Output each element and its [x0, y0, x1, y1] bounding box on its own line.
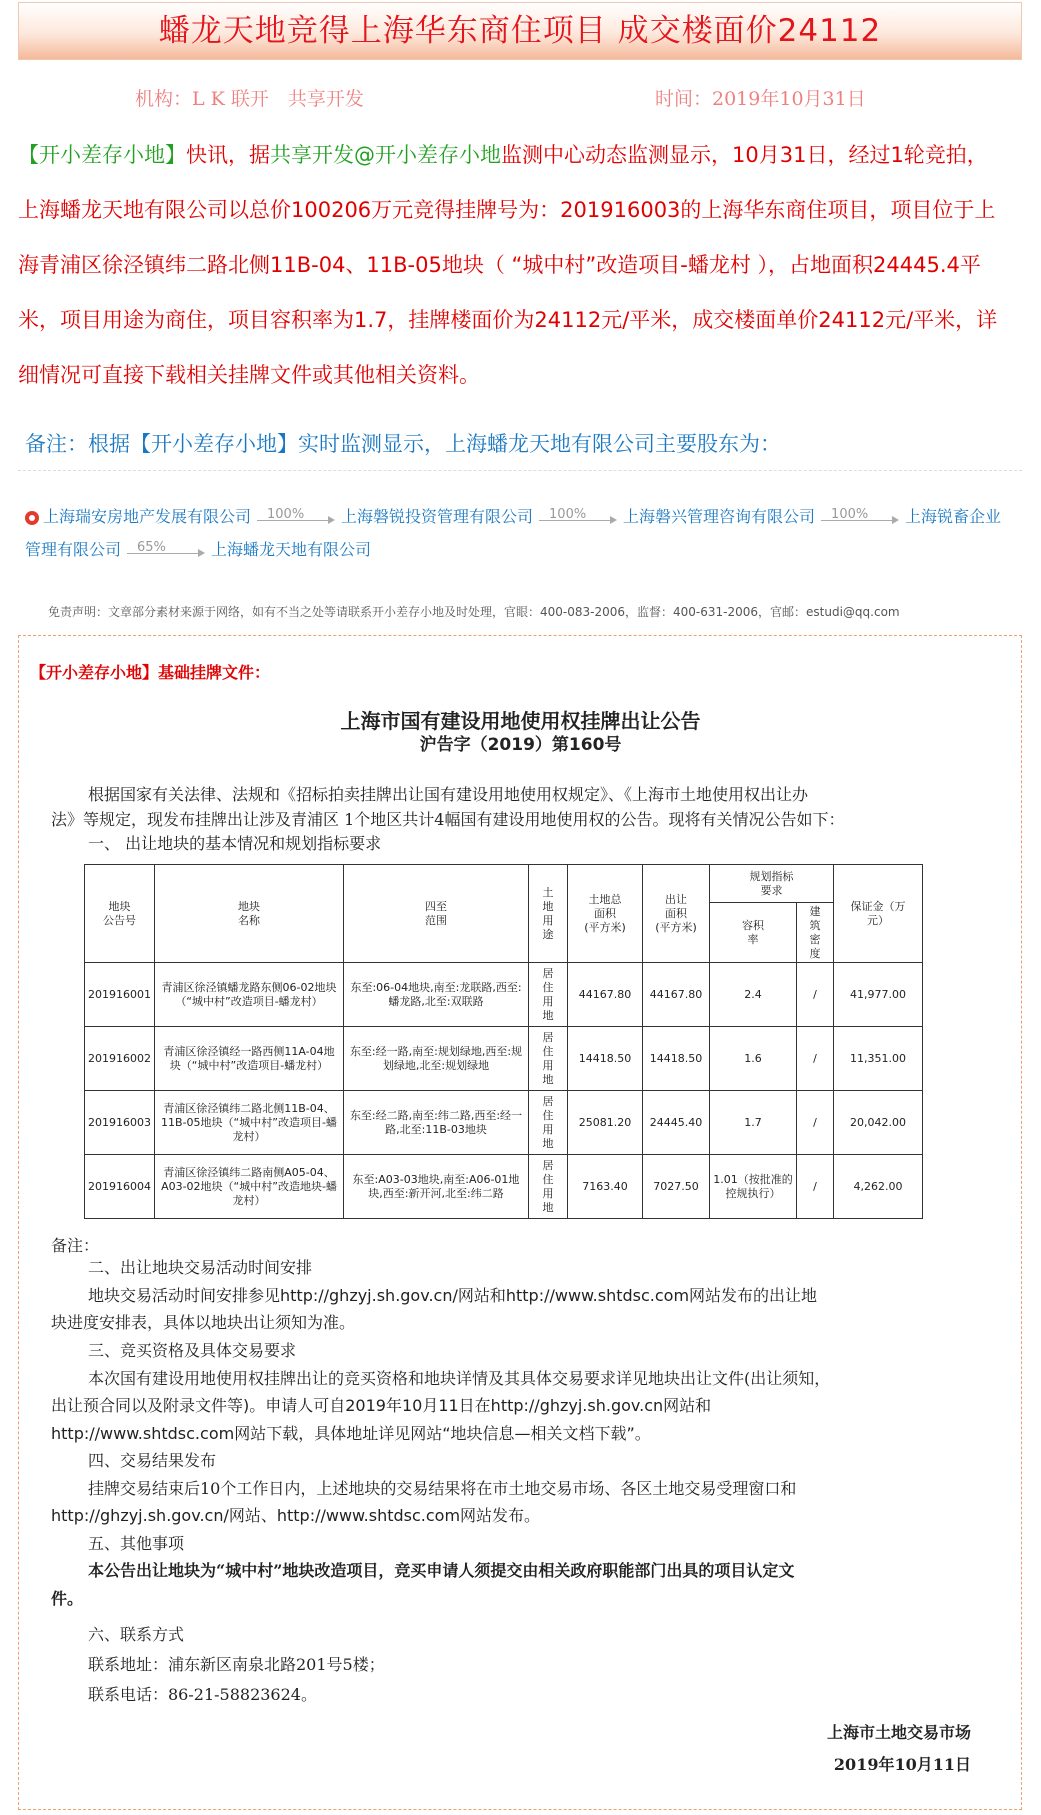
company-5[interactable]: 上海蟠龙天地有限公司 — [211, 540, 372, 559]
table-row — [85, 1027, 923, 1091]
company-3[interactable]: 上海磐兴管理咨询有限公司 — [623, 507, 816, 526]
section-2-line-1: 地块交易活动时间安排参见http://ghzyj.sh.gov.cn/网站和http://www.shtdsc.com网站发布的出让地 — [88, 1286, 818, 1305]
th-sell: 出让 面积 (平方米) — [643, 865, 710, 963]
shareholder-chain — [25, 500, 1015, 566]
cell-name: 青浦区徐泾镇纬二路南侧A05-04、A03-02地块（“城中村”改造地块-蟠龙村） — [155, 1155, 344, 1219]
section-4-line-1: 挂牌交易结束后10个工作日内，上述地块的交易结果将在市土地交易市场、各区土地交易受理窗口和 — [88, 1479, 797, 1498]
cell-use: 居 住 用 地 — [529, 1155, 568, 1219]
cell-bound: 东至:A03-03地块,南至:A06-01地块,西至:新开河,北至:纬二路 — [344, 1155, 529, 1219]
signature-date: 2019年10月11日 — [833, 1755, 971, 1774]
cell-name: 青浦区徐泾镇经一路西侧11A-04地块（“城中村”改造项目-蟠龙村） — [155, 1027, 344, 1091]
arrow-icon — [821, 506, 899, 525]
th-name: 地块 名称 — [155, 865, 344, 963]
article-line-5: 细情况可直接下载相关挂牌文件或其他相关资料。 — [18, 363, 480, 387]
section-1-heading: 一、 出让地块的基本情况和规划指标要求 — [88, 834, 382, 853]
section-6-heading: 六、联系方式 — [88, 1625, 185, 1644]
disclaimer: 免责声明：文章部分素材来源于网络，如有不当之处等请联系开小差存小地及时处理，官眼：400-083-2006，监督：400-631-2006，官邮：estudi@qq.com — [48, 605, 900, 619]
section-4-heading: 四、交易结果发布 — [88, 1451, 217, 1470]
cell-id: 201916004 — [85, 1155, 155, 1219]
th-deposit: 保证金（万 元） — [834, 865, 923, 963]
cell-id: 201916003 — [85, 1091, 155, 1155]
source-bracket: 【开小差存小地】 — [18, 143, 186, 167]
arrow-icon — [539, 506, 617, 525]
cell-total: 44167.80 — [568, 963, 643, 1027]
company-2[interactable]: 上海磐锐投资管理有限公司 — [341, 507, 534, 526]
intro-line-2: 法》等规定，现发布挂牌出让涉及青浦区 1个地区共计4幅国有建设用地使用权的公告。现将有关情况公告如下： — [51, 810, 845, 829]
article-line-1 — [18, 128, 1022, 183]
section-3-line-3: http://www.shtdsc.com网站下载，具体地址详见网站“地块信息—相关文档下载”。 — [51, 1424, 651, 1443]
doc-section-label: 【开小差存小地】基础挂牌文件： — [30, 663, 271, 682]
cell-use: 居 住 用 地 — [529, 1091, 568, 1155]
article-line-1-rest: 监测中心动态监测显示，10月31日，经过1轮竞拍， — [501, 143, 988, 167]
th-use: 土 地 用 途 — [529, 865, 568, 963]
th-id: 地块 公告号 — [85, 865, 155, 963]
divider — [18, 470, 1022, 471]
contact-phone: 联系电话：86-21-58823624。 — [88, 1685, 317, 1704]
share-pct-3: 100% — [831, 506, 869, 522]
cell-far: 1.6 — [710, 1027, 797, 1091]
section-5-line-1: 本公告出让地块为“城中村”地块改造项目，竞买申请人须提交由相关政府职能部门出具的项目认定文 — [88, 1561, 795, 1580]
title-banner — [18, 2, 1022, 60]
article-line-3: 海青浦区徐泾镇纬二路北侧11B-04、11B-05地块（ “城中村”改造项目-蟠龙村 ），占地面积24445.4平 — [18, 253, 981, 277]
page-title: 蟠龙天地竞得上海华东商住项目 成交楼面价24112 — [158, 13, 882, 49]
section-4-line-2: http://ghzyj.sh.gov.cn/网站、http://www.shtdsc.com网站发布。 — [51, 1506, 541, 1525]
cell-sell: 24445.40 — [643, 1091, 710, 1155]
share-pct-4: 65% — [137, 539, 166, 555]
cell-bound: 东至:经一路,南至:规划绿地,西至:规划绿地,北至:规划绿地 — [344, 1027, 529, 1091]
cell-total: 14418.50 — [568, 1027, 643, 1091]
section-2-heading: 二、出让地块交易活动时间安排 — [88, 1258, 313, 1277]
company-1[interactable]: 上海瑞安房地产发展有限公司 — [43, 507, 252, 526]
cell-deposit: 11,351.00 — [834, 1027, 923, 1091]
table-row — [85, 1091, 923, 1155]
section-3-line-1: 本次国有建设用地使用权挂牌出让的竞买资格和地块详情及其具体交易要求详见地块出让文件(出让须知， — [88, 1369, 831, 1388]
intro-line-1: 根据国家有关法律、法规和《招标拍卖挂牌出让国有建设用地使用权规定》、《上海市土地使用权出让办 — [88, 785, 809, 804]
org-label: 机构：L K 联开 共享开发 — [135, 88, 364, 110]
cell-far: 2.4 — [710, 963, 797, 1027]
th-plan: 规划指标 要求 — [710, 865, 834, 903]
cell-bound: 东至:06-04地块,南至:龙联路,西至:蟠龙路,北至:双联路 — [344, 963, 529, 1027]
cell-total: 7163.40 — [568, 1155, 643, 1219]
source-link[interactable]: 共享开发@开小差存小地 — [270, 143, 501, 167]
section-2-line-2: 块进度安排表，具体以地块出让须知为准。 — [51, 1313, 356, 1332]
cell-deposit: 20,042.00 — [834, 1091, 923, 1155]
article-line-2: 上海蟠龙天地有限公司以总价100206万元竞得挂牌号为：201916003的上海华东商住项目，项目位于上 — [18, 198, 996, 222]
company-logo-icon — [25, 511, 39, 525]
signature-org: 上海市土地交易市场 — [826, 1723, 971, 1742]
th-density: 建 筑 密 度 — [797, 903, 834, 963]
cell-sell: 7027.50 — [643, 1155, 710, 1219]
doc-subtitle: 沪告字（2019）第160号 — [419, 735, 622, 755]
article-line-4: 米，项目用途为商住，项目容积率为1.7，挂牌楼面价为24112元/平米，成交楼面单价24112元/平米，详 — [18, 308, 998, 332]
cell-far: 1.01（按批准的控规执行） — [710, 1155, 797, 1219]
cell-far: 1.7 — [710, 1091, 797, 1155]
cell-density: / — [797, 963, 834, 1027]
cell-id: 201916001 — [85, 963, 155, 1027]
section-3-heading: 三、竞买资格及具体交易要求 — [88, 1341, 297, 1360]
cell-deposit: 4,262.00 — [834, 1155, 923, 1219]
share-pct-2: 100% — [549, 506, 587, 522]
cell-id: 201916002 — [85, 1027, 155, 1091]
cell-bound: 东至:经二路,南至:纬二路,西至:经一路,北至:11B-03地块 — [344, 1091, 529, 1155]
section-5-heading: 五、其他事项 — [88, 1534, 185, 1553]
arrow-icon — [257, 506, 335, 525]
cell-name: 青浦区徐泾镇蟠龙路东侧06-02地块（“城中村”改造项目-蟠龙村） — [155, 963, 344, 1027]
time-label: 时间：2019年10月31日 — [655, 88, 866, 110]
th-total: 土地总 面积 (平方米) — [568, 865, 643, 963]
land-table — [84, 864, 923, 1219]
cell-density: / — [797, 1155, 834, 1219]
th-far: 容积 率 — [710, 903, 797, 963]
cell-density: / — [797, 1027, 834, 1091]
share-pct-1: 100% — [267, 506, 305, 522]
cell-name: 青浦区徐泾镇纬二路北侧11B-04、11B-05地块（“城中村”改造项目-蟠龙村） — [155, 1091, 344, 1155]
cell-sell: 44167.80 — [643, 963, 710, 1027]
cell-use: 居 住 用 地 — [529, 1027, 568, 1091]
table-row — [85, 963, 923, 1027]
table-row — [85, 1155, 923, 1219]
contact-address: 联系地址：浦东新区南泉北路201号5楼； — [88, 1655, 385, 1674]
article-lead: 快讯，据 — [186, 143, 270, 167]
cell-use: 居 住 用 地 — [529, 963, 568, 1027]
section-5-line-2: 件。 — [51, 1589, 84, 1608]
remark-label: 备注： — [51, 1236, 100, 1255]
th-bound: 四至 范围 — [344, 865, 529, 963]
cell-deposit: 41,977.00 — [834, 963, 923, 1027]
company-4[interactable]: 上海锐畜企业管理有限公司 — [25, 507, 1002, 559]
shareholder-note: 备注：根据【开小差存小地】实时监测显示，上海蟠龙天地有限公司主要股东为： — [25, 432, 781, 456]
section-3-line-2: 出让预合同以及附录文件等)。申请人可自2019年10月11日在http://ghzyj.sh.gov.cn网站和 — [51, 1396, 712, 1415]
arrow-icon — [127, 539, 205, 558]
cell-density: / — [797, 1091, 834, 1155]
cell-total: 25081.20 — [568, 1091, 643, 1155]
doc-title: 上海市国有建设用地使用权挂牌出让公告 — [340, 709, 701, 733]
cell-sell: 14418.50 — [643, 1027, 710, 1091]
